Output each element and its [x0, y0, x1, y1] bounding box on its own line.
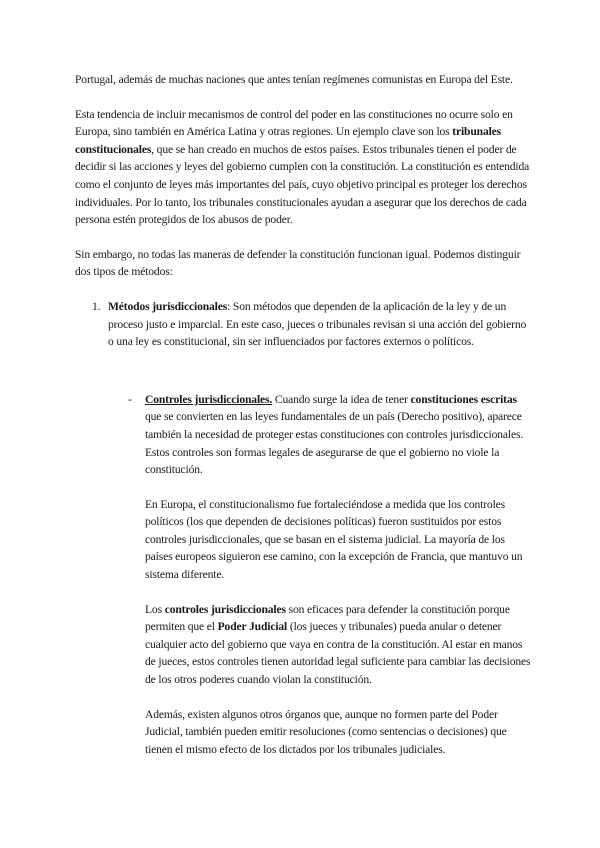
- paragraph-europa: [145, 496, 533, 584]
- list-item: [75, 298, 533, 351]
- list-number: 1.: [92, 299, 101, 313]
- paragraph-portugal: [75, 71, 533, 89]
- paragraph-tendencia: [75, 106, 533, 229]
- paragraph-text: Cuando surge la idea de tener: [272, 392, 411, 406]
- paragraph-text: Además, existen algunos otros órganos que, aunque no formen parte del Poder Judicial, también pueden emitir resoluciones (como sentencias o decisiones) que tienen el mismo efecto de los dictados por los tribunales judiciales.: [145, 707, 507, 756]
- bold-term-poder-judicial: Poder Judicial: [217, 620, 288, 634]
- bold-term-controles: controles jurisdiccionales: [164, 602, 286, 616]
- paragraph-ademas: [145, 706, 533, 759]
- subsection-title: Controles jurisdiccionales.: [145, 392, 273, 406]
- subsection-controles: [128, 391, 533, 479]
- dash-bullet: -: [128, 392, 132, 406]
- list-item-text: : Son métodos que dependen de la aplicación de la ley y de un proceso justo e imparcial. En este caso, jueces o tribunales revisan si una acción del gobierno o una ley es constitucional, sin ser influenciados por factores externos o políticos.: [108, 299, 527, 349]
- paragraph-eficaces: [145, 601, 533, 689]
- list-item-title: Métodos jurisdiccionales: [108, 299, 228, 313]
- paragraph-text: En Europa, el constitucionalismo fue fortaleciéndose a medida que los controles políticos (los que dependen de decisiones políticas) fueron sustituidos por estos controles jurisdiccionales, que se basan en el sistema judicial. La mayoría de los países europeos siguieron ese camino, con la excepción de Francia, que mantuvo un sistema diferente.: [145, 497, 523, 582]
- paragraph-text: son eficaces para defender la constitución porque permiten que el: [145, 602, 510, 634]
- paragraph-text: que se convierten en las leyes fundamentales de un país (Derecho positivo), aparece también la necesidad de proteger estas constituciones con controles jurisdiccionales. Estos controles son formas legales de asegurarse de que el gobierno no viole la constitución.: [145, 410, 524, 477]
- paragraph-text: (los jueces y tribunales) pueda anular o detener cualquier acto del gobierno que vaya en contra de la constitución. Al estar en manos de jueces, estos controles tienen autoridad legal suficiente para cambiar las decisiones de los otros poderes cuando violan la constitución.: [145, 620, 531, 687]
- paragraph-sin-embargo: [75, 246, 533, 281]
- subsection-block: [128, 391, 533, 759]
- numbered-list: [75, 298, 533, 351]
- paragraph-text: , que se han creado en muchos de estos países. Estos tribunales tienen el poder de decidir si las acciones y leyes del gobierno cumplen con la constitución. La constitución es entendida como el conjunto de leyes más importantes del país, cuyo objetivo principal es proteger los derechos individuales. Por lo tanto, los tribunales constitucionales ayudan a asegurar que los derechos de cada persona estén protegidos de los abusos de poder.: [75, 142, 530, 227]
- paragraph-text: Esta tendencia de incluir mecanismos de control del poder en las constituciones no ocurre solo en Europa, sino también en América Latina y otras regiones. Un ejemplo clave son los: [75, 107, 513, 139]
- bold-term-tribunales: tribunales constitucionales: [75, 125, 502, 156]
- paragraph-text: Los: [145, 602, 165, 616]
- paragraph-text: Portugal, además de muchas naciones que antes tenían regímenes comunistas en Europa del Este.: [75, 73, 513, 86]
- bold-term-constituciones: constituciones escritas: [410, 392, 517, 406]
- paragraph-text: Sin embargo, no todas las maneras de defender la constitución funcionan igual. Podemos distinguir dos tipos de métodos:: [75, 247, 521, 279]
- document-page: [75, 71, 533, 775]
